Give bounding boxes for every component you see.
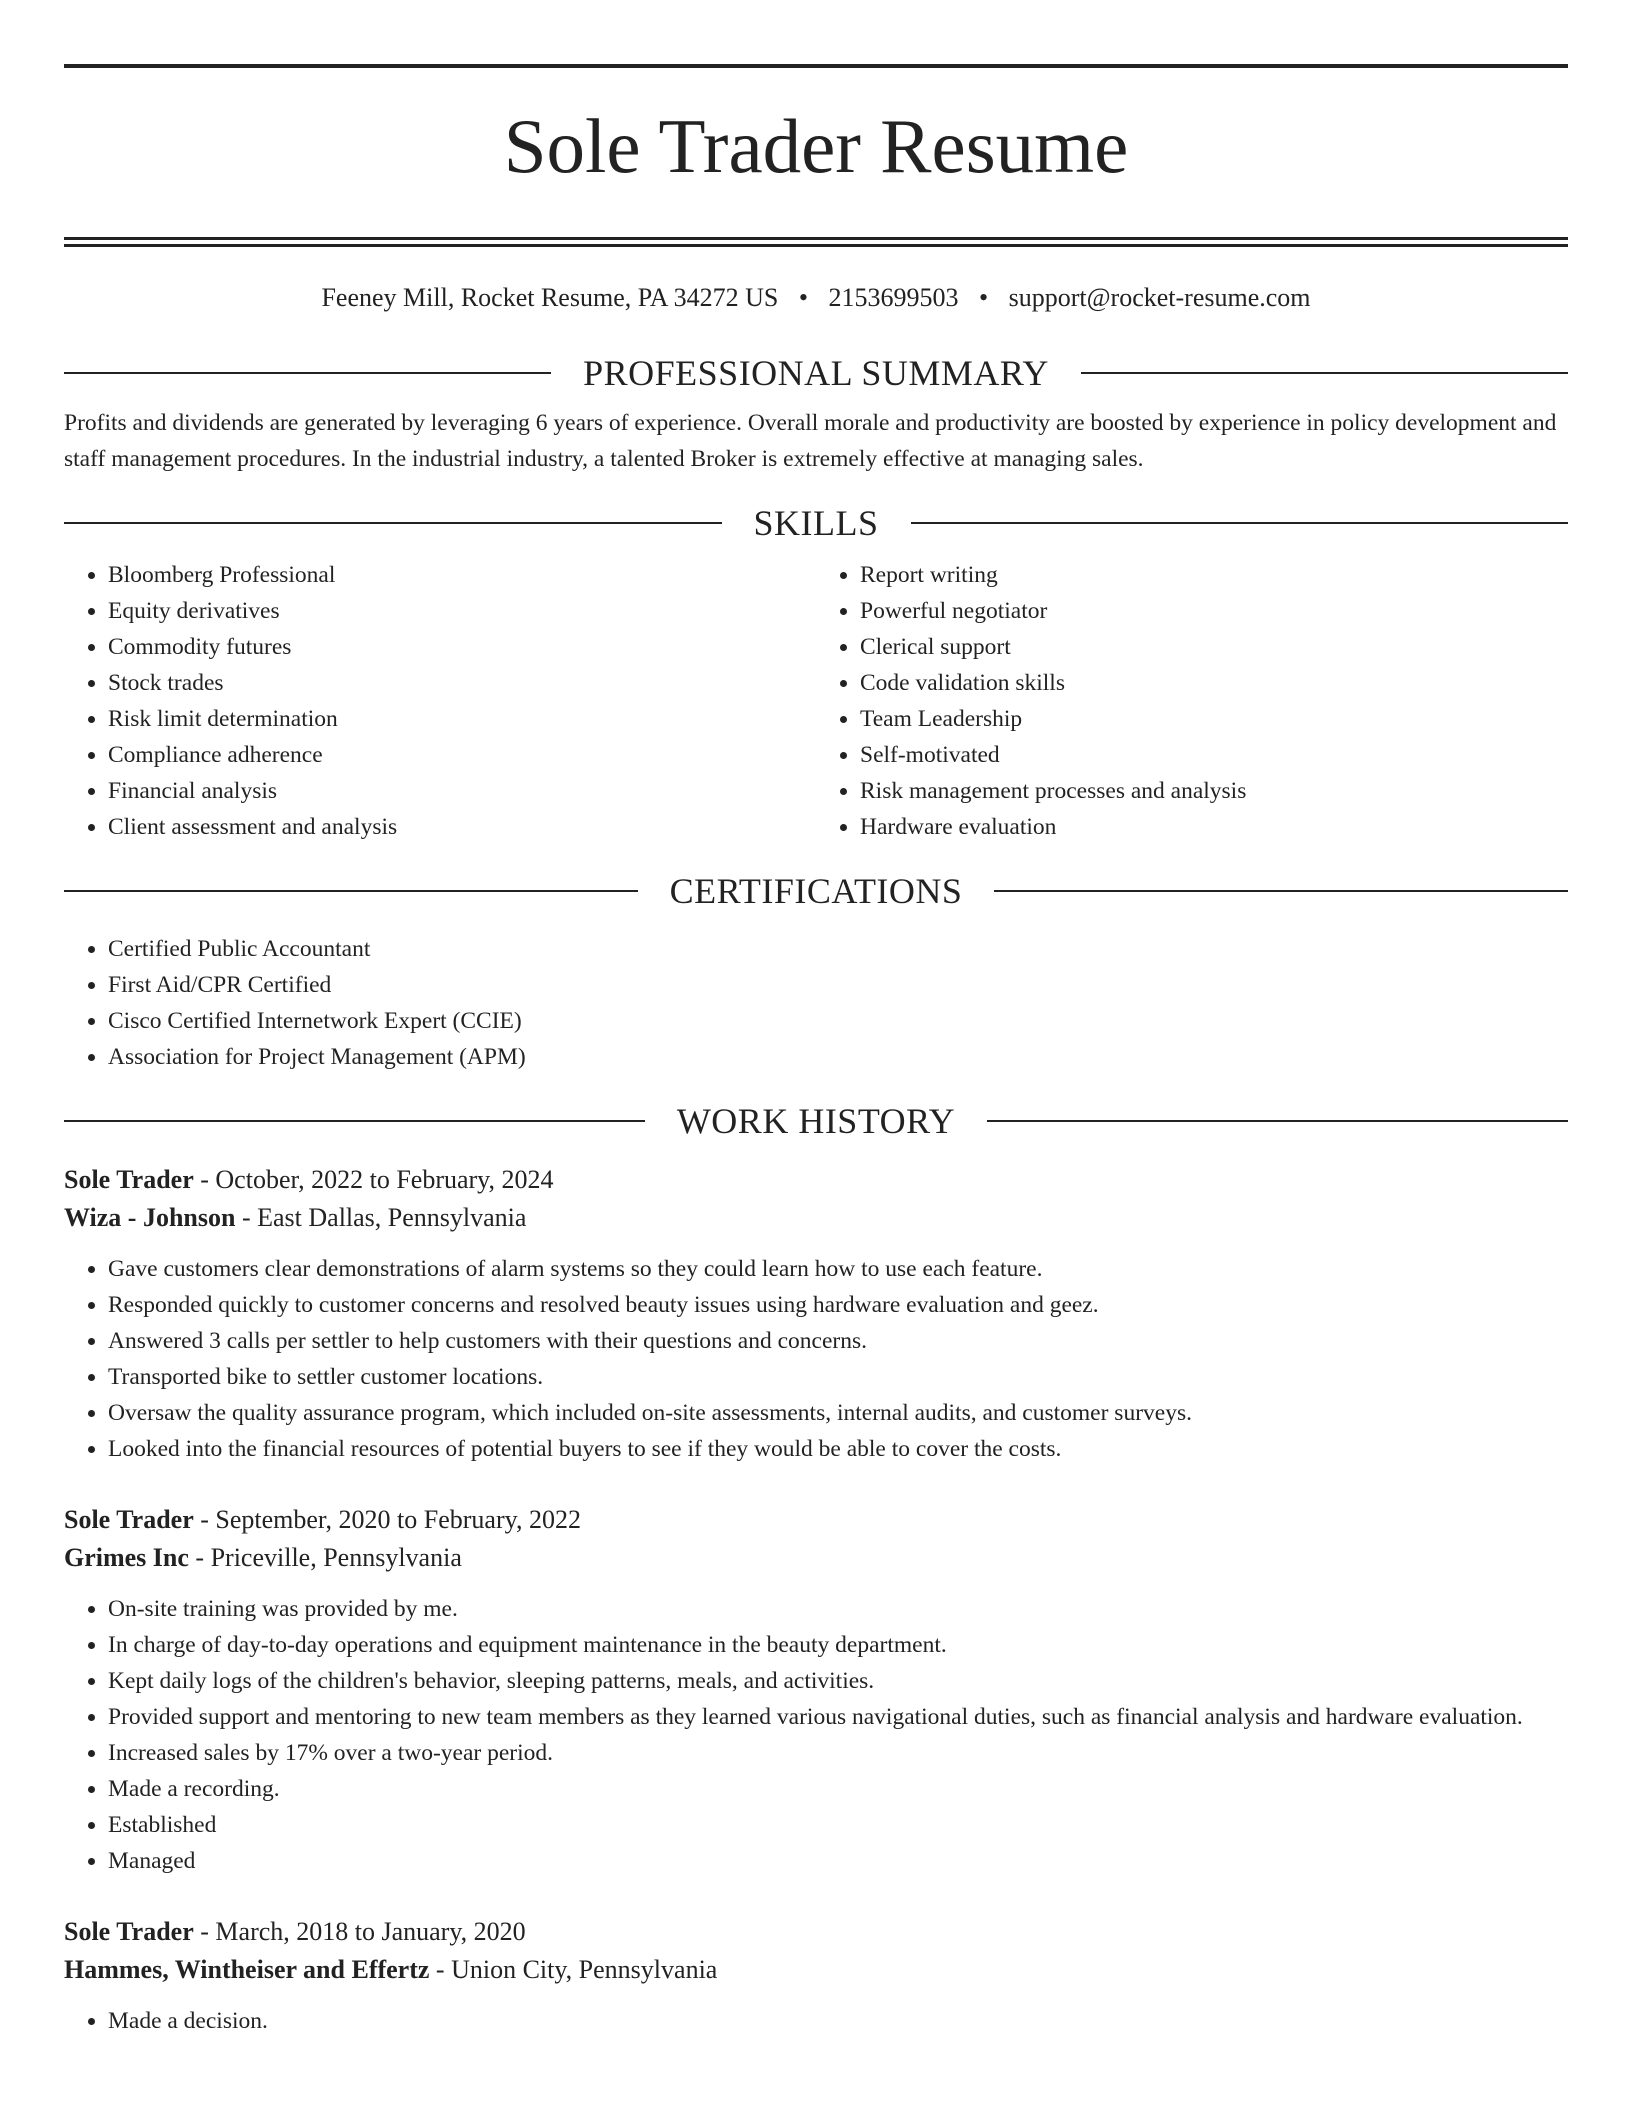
job-location: - Priceville, Pennsylvania <box>188 1542 462 1572</box>
work-history-heading: WORK HISTORY <box>676 1100 956 1141</box>
skill-item: • Financial analysis <box>108 773 816 809</box>
resume-title: Sole Trader Resume <box>503 103 1129 189</box>
job-bullet: • Increased sales by 17% over a two-year period. <box>108 1735 1568 1771</box>
skill-item: • Report writing <box>860 557 1568 593</box>
job-location: - East Dallas, Pennsylvania <box>235 1202 527 1232</box>
job-dates: - March, 2018 to January, 2020 <box>193 1916 526 1946</box>
job-company: Hammes, Wintheiser and Effertz <box>64 1954 430 1984</box>
job-company: Grimes Inc <box>64 1542 189 1572</box>
job-title-line <box>64 1161 1568 1199</box>
job-company-line <box>64 1199 1568 1237</box>
certification-item: • Certified Public Accountant <box>108 931 1568 967</box>
certifications-section-heading <box>64 871 1568 911</box>
job-bullets <box>64 1251 1568 1467</box>
job-dates: - September, 2020 to February, 2022 <box>193 1504 581 1534</box>
job-location: - Union City, Pennsylvania <box>429 1954 718 1984</box>
job-bullet: • Made a recording. <box>108 1771 1568 1807</box>
skill-item: • Stock trades <box>108 665 816 701</box>
skill-item: • Equity derivatives <box>108 593 816 629</box>
job-title: Sole Trader <box>64 1916 194 1946</box>
summary-heading: PROFESSIONAL SUMMARY <box>583 352 1049 393</box>
job-title-line <box>64 1501 1568 1539</box>
skills-section-heading <box>64 503 1568 543</box>
contact-email: support@rocket-resume.com <box>1008 282 1311 312</box>
job-bullet: • Established <box>108 1807 1568 1843</box>
heading-rule-left <box>64 522 722 524</box>
contact-address: Feeney Mill, Rocket Resume, PA 34272 US <box>321 282 779 312</box>
summary-section-heading <box>64 353 1568 393</box>
job-company-line <box>64 1951 1568 1989</box>
heading-rule-right <box>1081 372 1568 374</box>
job-bullet: • Kept daily logs of the children's behavior, sleeping patterns, meals, and activities. <box>108 1663 1568 1699</box>
job-bullet: • On-site training was provided by me. <box>108 1591 1568 1627</box>
skill-item: • Risk management processes and analysis <box>860 773 1568 809</box>
skill-item: • Bloomberg Professional <box>108 557 816 593</box>
job-title: Sole Trader <box>64 1504 194 1534</box>
job-entry <box>64 1501 1568 1879</box>
skills-columns <box>64 557 1568 845</box>
skill-item: • Self-motivated <box>860 737 1568 773</box>
job-bullet: • In charge of day-to-day operations and equipment maintenance in the beauty department. <box>108 1627 1568 1663</box>
contact-separator: • <box>798 282 808 312</box>
contact-line <box>64 283 1568 313</box>
summary-text: Profits and dividends are generated by leveraging 6 years of experience. Overall morale and productivity are boosted by experience in policy development and staff management procedures. In the industrial industry, a talented Broker is extremely effective at managing sales. <box>64 409 1557 472</box>
skill-item: • Commodity futures <box>108 629 816 665</box>
work-history-section-heading <box>64 1101 1568 1141</box>
skill-item: • Code validation skills <box>860 665 1568 701</box>
job-company: Wiza - Johnson <box>64 1202 236 1232</box>
certification-item: • Cisco Certified Internetwork Expert (CCIE) <box>108 1003 1568 1039</box>
job-bullet: • Oversaw the quality assurance program, which included on-site assessments, internal audits, and customer surveys. <box>108 1395 1568 1431</box>
skills-list-right <box>816 557 1568 845</box>
heading-rule-right <box>911 522 1569 524</box>
certification-item: • First Aid/CPR Certified <box>108 967 1568 1003</box>
job-bullet: • Transported bike to settler customer locations. <box>108 1359 1568 1395</box>
skill-item: • Powerful negotiator <box>860 593 1568 629</box>
job-bullet: • Looked into the financial resources of potential buyers to see if they would be able to cover the costs. <box>108 1431 1568 1467</box>
job-bullets <box>64 2003 1568 2039</box>
job-bullets <box>64 1591 1568 1879</box>
job-entry <box>64 1913 1568 2039</box>
skills-heading: SKILLS <box>753 502 879 543</box>
heading-rule-left <box>64 890 638 892</box>
job-bullet: • Answered 3 calls per settler to help customers with their questions and concerns. <box>108 1323 1568 1359</box>
skill-item: • Team Leadership <box>860 701 1568 737</box>
heading-rule-left <box>64 1120 645 1122</box>
resume-page <box>64 64 1568 2039</box>
heading-rule-left <box>64 372 551 374</box>
job-bullet: • Managed <box>108 1843 1568 1879</box>
skill-item: • Client assessment and analysis <box>108 809 816 845</box>
job-title-line <box>64 1913 1568 1951</box>
contact-phone: 2153699503 <box>828 282 959 312</box>
certifications-heading: CERTIFICATIONS <box>669 870 963 911</box>
job-entry <box>64 1161 1568 1467</box>
skills-list-left <box>64 557 816 845</box>
top-rule <box>64 64 1568 68</box>
skill-item: • Hardware evaluation <box>860 809 1568 845</box>
title-double-rule <box>64 237 1568 247</box>
job-bullet: • Responded quickly to customer concerns and resolved beauty issues using hardware evaluation and geez. <box>108 1287 1568 1323</box>
heading-rule-right <box>994 890 1568 892</box>
job-bullet: • Made a decision. <box>108 2003 1568 2039</box>
job-dates: - October, 2022 to February, 2024 <box>193 1164 554 1194</box>
heading-rule-right <box>987 1120 1568 1122</box>
job-title: Sole Trader <box>64 1164 194 1194</box>
certifications-list <box>64 931 1568 1075</box>
skill-item: • Risk limit determination <box>108 701 816 737</box>
job-bullet: • Provided support and mentoring to new team members as they learned various navigational duties, such as financial analysis and hardware evaluation. <box>108 1699 1568 1735</box>
skill-item: • Clerical support <box>860 629 1568 665</box>
contact-separator: • <box>979 282 989 312</box>
skill-item: • Compliance adherence <box>108 737 816 773</box>
certification-item: • Association for Project Management (APM) <box>108 1039 1568 1075</box>
job-bullet: • Gave customers clear demonstrations of alarm systems so they could learn how to use each feature. <box>108 1251 1568 1287</box>
job-company-line <box>64 1539 1568 1577</box>
